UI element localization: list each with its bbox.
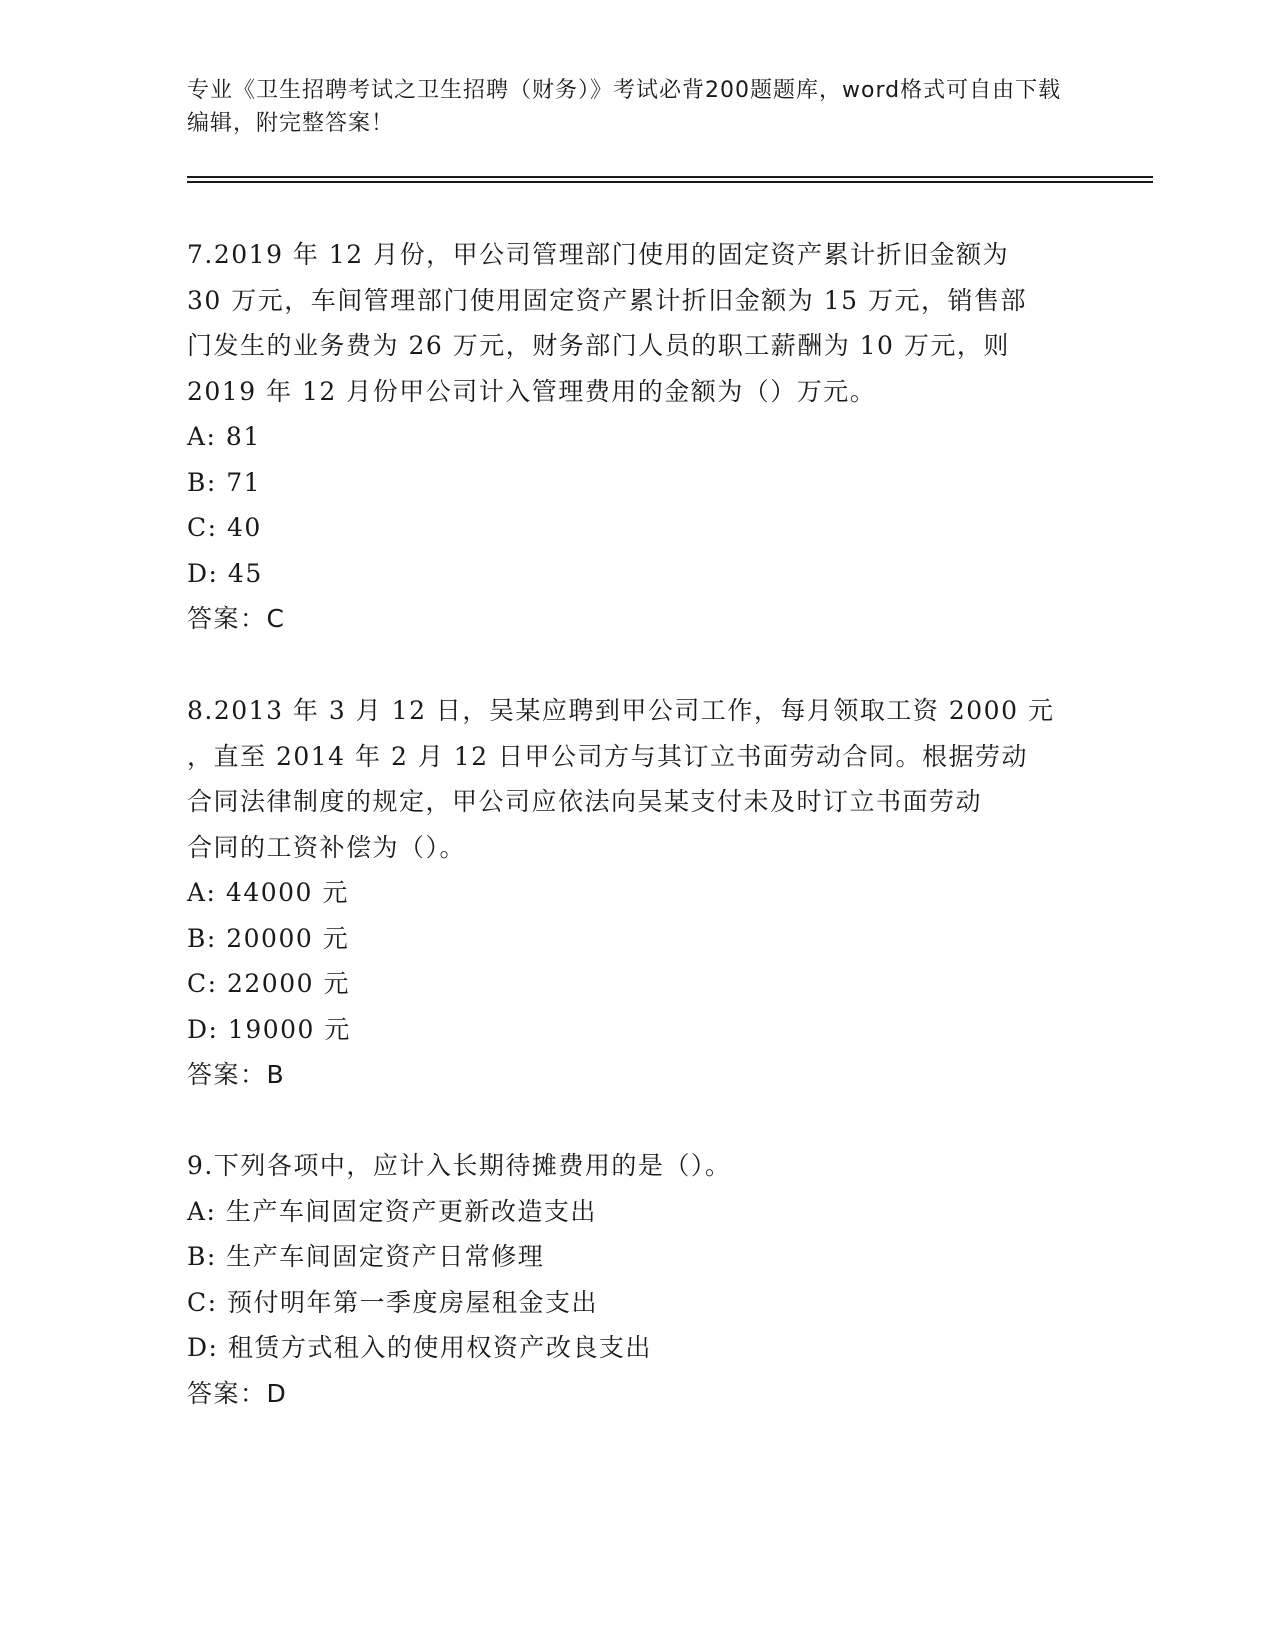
answer: 答案：D — [187, 1378, 288, 1408]
header-rule-bottom — [187, 181, 1153, 183]
option-b: B: 20000 元 — [187, 923, 350, 953]
answer: 答案：C — [187, 604, 286, 633]
stem-line: 门发生的业务费为 26 万元，财务部门人员的职工薪酬为 10 万元，则 — [187, 331, 1010, 360]
question-stem — [187, 1143, 1087, 1189]
question-stem — [187, 688, 1087, 870]
document-header: 专业《卫生招聘考试之卫生招聘（财务）》考试必背200题题库，word格式可自由下载编辑，附完整答案！ — [187, 78, 1062, 136]
stem-line: 合同法律制度的规定，甲公司应依法向吴某支付未及时订立书面劳动 — [187, 787, 983, 816]
option-d: D: 45 — [187, 558, 263, 588]
answer: 答案：B — [187, 1060, 286, 1089]
option-c: C: 预付明年第一季度房屋租金支出 — [187, 1287, 598, 1317]
option-a: A: 81 — [187, 422, 261, 451]
option-c: C: 40 — [187, 513, 262, 542]
stem-line: 30 万元，车间管理部门使用固定资产累计折旧金额为 15 万元，销售部 — [187, 285, 1027, 315]
question-7 — [187, 232, 1087, 642]
option-c: C: 22000 元 — [187, 969, 350, 998]
question-8 — [187, 688, 1087, 1098]
stem-line: 2019 年 12 月份甲公司计入管理费用的金额为（）万元。 — [187, 376, 877, 406]
stem-line: 9.下列各项中，应计入长期待摊费用的是（）。 — [187, 1151, 732, 1180]
stem-line: 7.2019 年 12 月份，甲公司管理部门使用的固定资产累计折旧金额为 — [187, 240, 1010, 269]
option-a: A: 44000 元 — [187, 878, 349, 907]
header-rule-top — [187, 176, 1153, 178]
stem-line: 8.2013 年 3 月 12 日，吴某应聘到甲公司工作，每月领取工资 2000 元 — [187, 696, 1055, 725]
option-d: D: 租赁方式租入的使用权资产改良支出 — [187, 1333, 652, 1362]
option-a: A: 生产车间固定资产更新改造支出 — [187, 1196, 597, 1226]
option-b: B: 71 — [187, 467, 262, 497]
question-stem — [187, 232, 1087, 414]
question-9 — [187, 1143, 1087, 1416]
option-b: B: 生产车间固定资产日常修理 — [187, 1242, 545, 1271]
option-d: D: 19000 元 — [187, 1014, 351, 1044]
stem-line: 合同的工资补偿为（）。 — [187, 832, 467, 862]
stem-line: ，直至 2014 年 2 月 12 日甲公司方与其订立书面劳动合同。根据劳动 — [187, 741, 1029, 771]
